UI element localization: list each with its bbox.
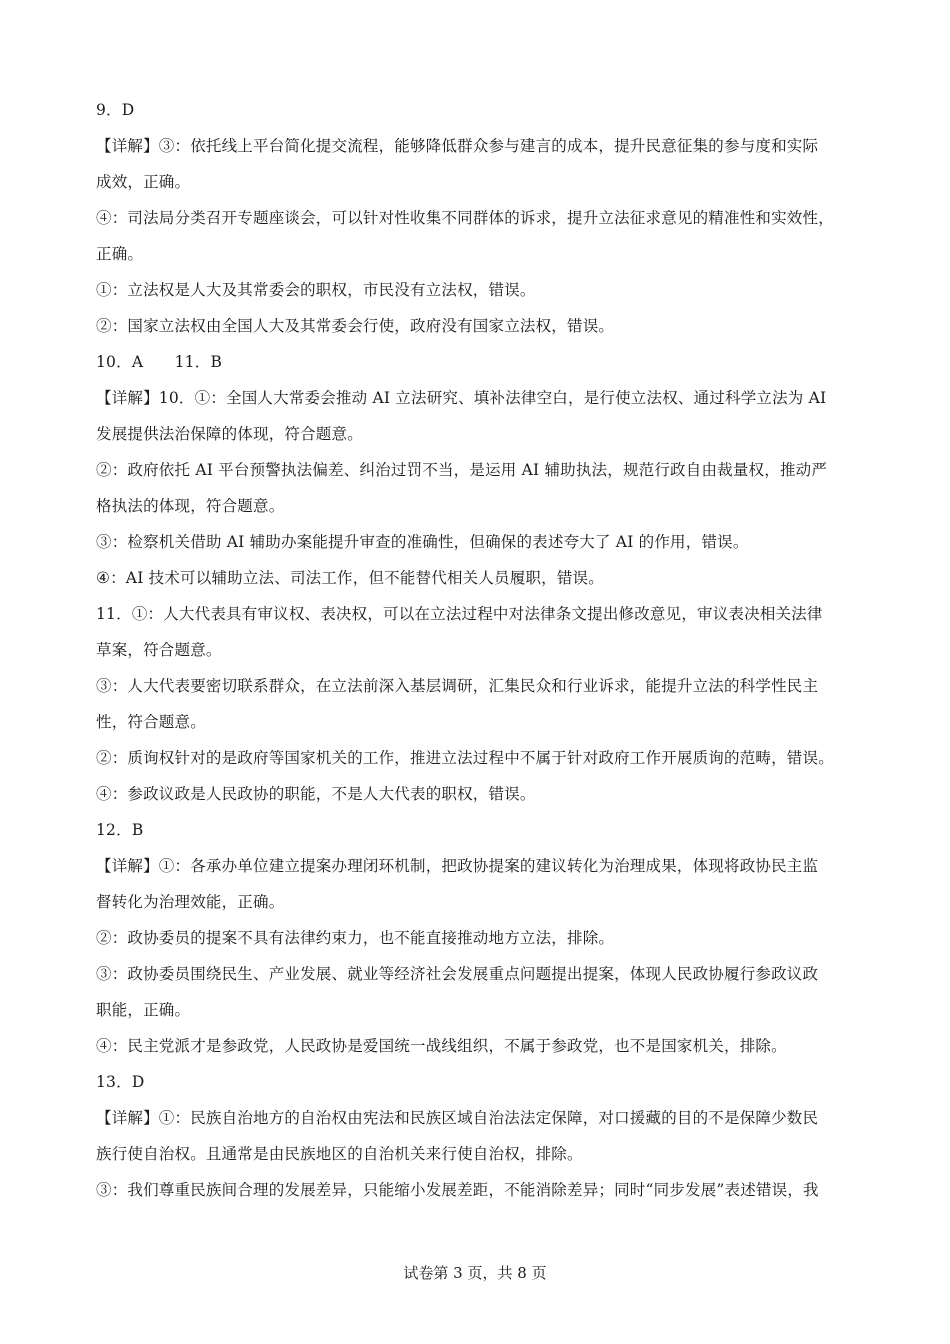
text-line: ③：人大代表要密切联系群众，在立法前深入基层调研，汇集民众和行业诉求，能提升立法的科学性民主 (96, 677, 819, 695)
text-line: 草案，符合题意。 (96, 641, 222, 659)
page-footer: 试卷第 3 页，共 8 页 (403, 1264, 547, 1282)
text-line: 【详解】③：依托线上平台简化提交流程，能够降低群众参与建言的成本，提升民意征集的参与度和实际 (96, 137, 819, 155)
text-line: 【详解】①：民族自治地方的自治权由宪法和民族区域自治法法定保障，对口援藏的目的不是保障少数民 (96, 1109, 819, 1127)
text-line: 【详解】①：各承办单位建立提案办理闭环机制，把政协提案的建议转化为治理成果，体现将政协民主监 (96, 857, 819, 875)
text-line: 10．A 11．B (96, 353, 223, 371)
text-line: ②：国家立法权由全国人大及其常委会行使，政府没有国家立法权，错误。 (96, 317, 615, 335)
text-line: ④：司法局分类召开专题座谈会，可以针对性收集不同群体的诉求，提升立法征求意见的精准性和实效性， (96, 209, 834, 227)
text-line: 发展提供法治保障的体现，符合题意。 (96, 425, 363, 443)
text-line: 成效，正确。 (96, 173, 191, 191)
text-line: ③：我们尊重民族间合理的发展差异，只能缩小发展差距，不能消除差异；同时“同步发展”表述错误，我 (96, 1181, 819, 1199)
text-line: 9．D (96, 101, 135, 119)
text-line: 职能，正确。 (96, 1001, 191, 1019)
text-line: 族行使自治权。且通常是由民族地区的自治机关来行使自治权，排除。 (96, 1145, 583, 1163)
text-line: 12．B (96, 821, 144, 839)
document-body (96, 92, 856, 1208)
text-line: ③：检察机关借助 AI 辅助办案能提升审查的准确性，但确保的表述夸大了 AI 的作用，错误。 (96, 533, 749, 551)
text-line: 性，符合题意。 (96, 713, 206, 731)
text-line: ③：政协委员围绕民生、产业发展、就业等经济社会发展重点问题提出提案，体现人民政协履行参政议政 (96, 965, 819, 983)
text-line: ④：民主党派才是参政党，人民政协是爱国统一战线组织，不属于参政党，也不是国家机关，排除。 (96, 1037, 787, 1055)
text-line: 【详解】10．①：全国人大常委会推动 AI 立法研究、填补法律空白，是行使立法权、通过科学立法为 AI (96, 389, 827, 407)
text-line: 正确。 (96, 245, 144, 263)
text-line: ②：政府依托 AI 平台预警执法偏差、纠治过罚不当，是运用 AI 辅助执法，规范行政自由裁量权，推动严 (96, 461, 828, 479)
text-line: ①：立法权是人大及其常委会的职权，市民没有立法权，错误。 (96, 281, 536, 299)
text-line: 督转化为治理效能，正确。 (96, 893, 285, 911)
text-line: ②：政协委员的提案不具有法律约束力，也不能直接推动地方立法，排除。 (96, 929, 615, 947)
text-line: ④：AI 技术可以辅助立法、司法工作，但不能替代相关人员履职，错误。 (96, 569, 604, 587)
text-line: ④：参政议政是人民政协的职能，不是人大代表的职权，错误。 (96, 785, 536, 803)
text-line: ②：质询权针对的是政府等国家机关的工作，推进立法过程中不属于针对政府工作开展质询的范畴，错误。 (96, 749, 834, 767)
text-line: 13．D (96, 1073, 145, 1091)
text-line: 格执法的体现，符合题意。 (96, 497, 285, 515)
text-line: 11．①：人大代表具有审议权、表决权，可以在立法过程中对法律条文提出修改意见，审议表决相关法律 (96, 605, 823, 623)
